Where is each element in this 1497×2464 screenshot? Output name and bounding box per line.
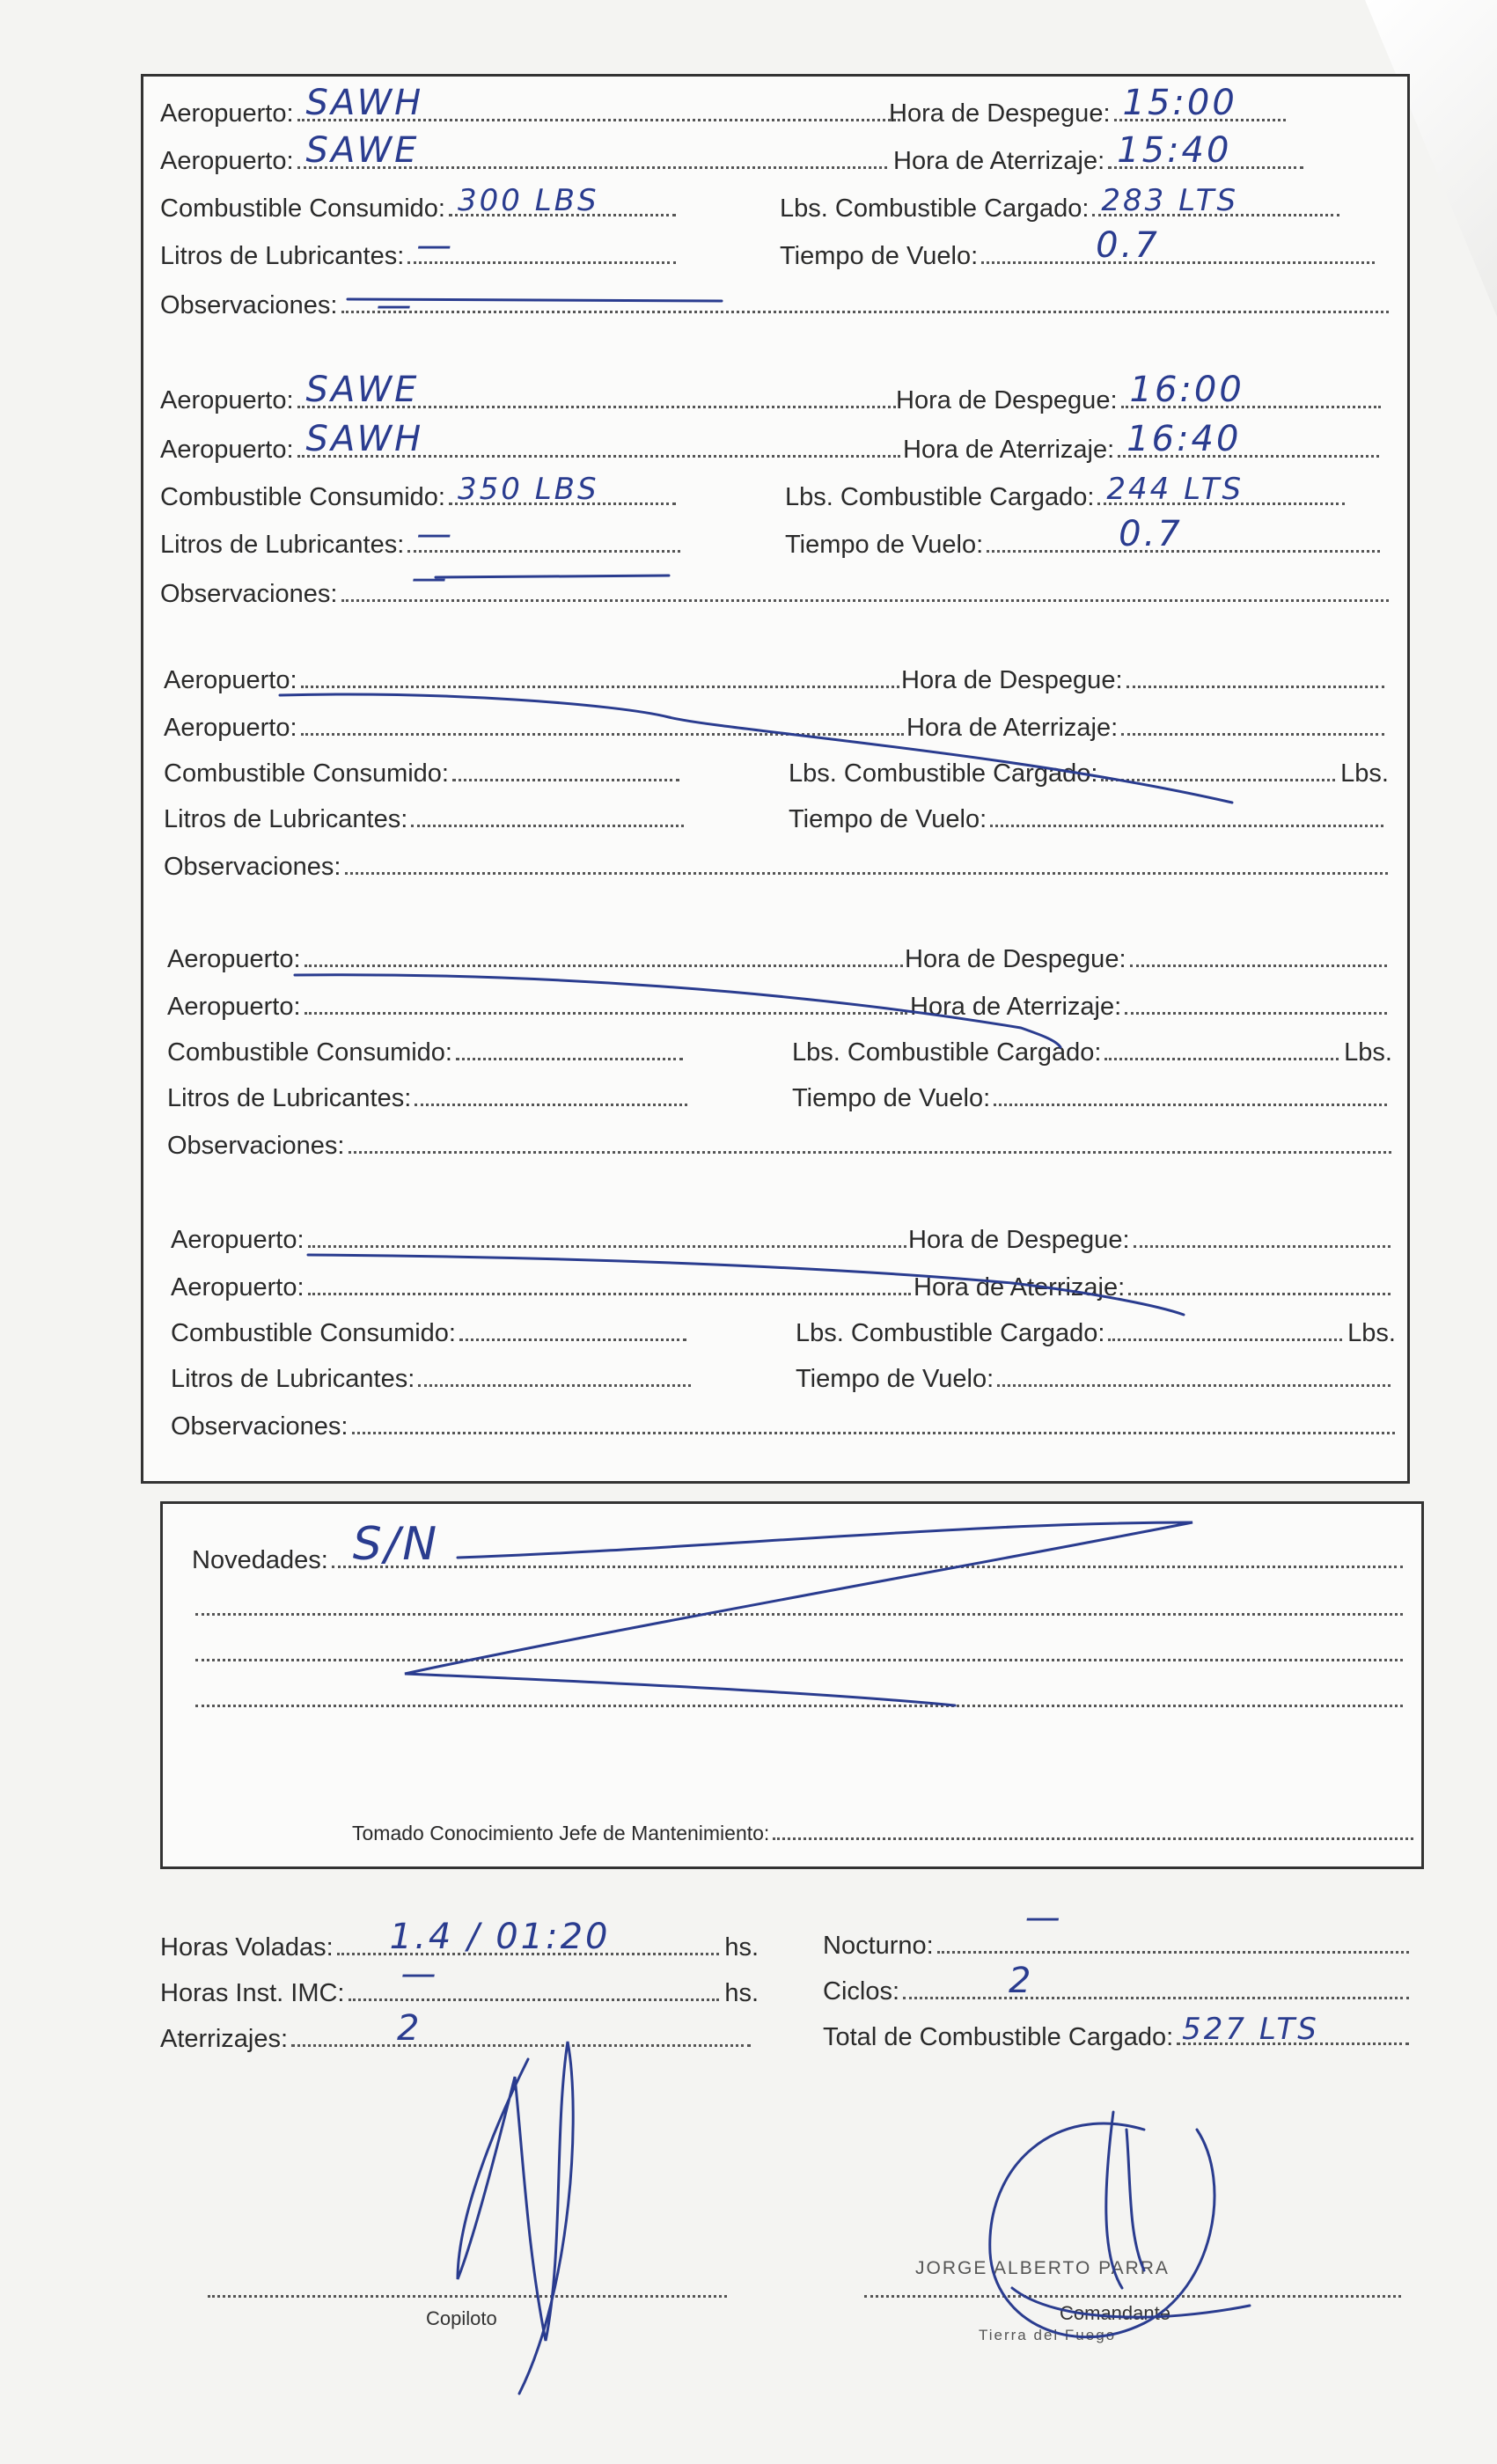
leg-2-observations-row xyxy=(160,558,1392,614)
airport-label: Aeropuerto: xyxy=(171,1273,305,1302)
news-line-3[interactable] xyxy=(192,1639,1406,1674)
airport-label: Aeropuerto: xyxy=(164,666,297,694)
leg-2-from-row xyxy=(160,370,899,421)
lubricants-label: Litros de Lubricantes: xyxy=(167,1084,412,1112)
total-fuel-field[interactable] xyxy=(1177,2012,1409,2047)
fuel-loaded-label: Lbs. Combustible Cargado: xyxy=(780,194,1090,223)
cycles-value: 2 xyxy=(1009,1961,1034,2001)
flight-time-label: Tiempo de Vuelo: xyxy=(792,1084,991,1112)
leg-4-lubricants-field[interactable] xyxy=(415,1083,687,1106)
landings-value: 2 xyxy=(397,2008,422,2049)
leg-2-consumed-row xyxy=(160,472,679,517)
leg-3-flight-time-row xyxy=(789,804,1387,840)
takeoff-label: Hora de Despegue: xyxy=(901,666,1123,694)
leg-4-from-row xyxy=(167,944,906,979)
lubricants-label: Litros de Lubricantes: xyxy=(171,1365,415,1393)
leg-2-observations-field[interactable] xyxy=(341,558,1390,602)
leg-2-loaded-field[interactable] xyxy=(1097,472,1345,507)
leg-5-flight-time-row xyxy=(796,1364,1394,1399)
leg-4-observations-row xyxy=(167,1131,1395,1166)
leg-5-consumed-row xyxy=(171,1318,690,1353)
total-fuel-label: Total de Combustible Cargado: xyxy=(823,2023,1174,2051)
leg-2-loaded-value: 244 LTS xyxy=(1106,472,1244,507)
leg-5-lubricants-field[interactable] xyxy=(418,1364,691,1387)
fuel-consumed-label: Combustible Consumido: xyxy=(160,194,445,223)
fuel-consumed-label: Combustible Consumido: xyxy=(167,1038,452,1067)
leg-5-takeoff-field[interactable] xyxy=(1134,1225,1391,1248)
airport-label: Aeropuerto: xyxy=(160,147,294,175)
leg-1-flight-time-row xyxy=(780,225,1378,276)
leg-4-landing-field[interactable] xyxy=(1125,992,1387,1015)
takeoff-label: Hora de Despegue: xyxy=(905,945,1126,973)
airport-label: Aeropuerto: xyxy=(160,436,294,464)
leg-2-lubricants-value: — xyxy=(416,514,455,554)
leg-2-consumed-value: 350 LBS xyxy=(457,472,599,507)
leg-1-takeoff-field[interactable] xyxy=(1114,83,1287,123)
fuel-loaded-label: Lbs. Combustible Cargado: xyxy=(796,1319,1105,1347)
landing-label: Hora de Aterrizaje: xyxy=(903,436,1115,464)
landing-label: Hora de Aterrizaje: xyxy=(893,147,1105,175)
leg-3-to-row xyxy=(164,713,907,748)
leg-1-lubricants-field[interactable] xyxy=(407,225,676,266)
landing-label: Hora de Aterrizaje: xyxy=(906,714,1119,742)
leg-2-loaded-row xyxy=(785,472,1348,517)
airport-label: Aeropuerto: xyxy=(160,386,294,414)
leg-5-landing-row xyxy=(914,1272,1394,1308)
hours-unit: hs. xyxy=(724,1933,759,1962)
observations-label: Observaciones: xyxy=(164,853,341,881)
landing-label: Hora de Aterrizaje: xyxy=(910,993,1122,1021)
leg-1-from-value: SAWH xyxy=(305,83,424,123)
leg-5-loaded-row xyxy=(796,1318,1396,1353)
landing-label: Hora de Aterrizaje: xyxy=(914,1273,1126,1302)
leg-1-consumed-value: 300 LBS xyxy=(457,183,599,218)
lubricants-label: Litros de Lubricantes: xyxy=(160,242,405,270)
leg-2-flight-time-value: 0.7 xyxy=(1119,514,1183,554)
news-label: Novedades: xyxy=(192,1546,328,1574)
leg-1-loaded-row xyxy=(780,183,1343,229)
leg-2-to-row xyxy=(160,419,904,470)
news-field[interactable] xyxy=(332,1518,1403,1571)
leg-2-flight-time-field[interactable] xyxy=(987,514,1380,554)
leg-1-loaded-value: 283 LTS xyxy=(1101,183,1239,218)
leg-2-landing-value: 16:40 xyxy=(1126,419,1242,459)
leg-5-from-row xyxy=(171,1225,910,1260)
night-value: — xyxy=(1024,1897,1063,1938)
leg-4-loaded-field[interactable] xyxy=(1104,1038,1339,1060)
total-fuel-value: 527 LTS xyxy=(1182,2012,1319,2047)
leg-3-flight-time-field[interactable] xyxy=(990,804,1383,827)
leg-4-consumed-row xyxy=(167,1038,686,1073)
fuel-loaded-label: Lbs. Combustible Cargado: xyxy=(792,1038,1102,1067)
leg-1-flight-time-field[interactable] xyxy=(981,225,1375,266)
leg-3-lubricants-row xyxy=(164,804,687,840)
maintenance-label: Tomado Conocimiento Jefe de Mantenimiento: xyxy=(352,1822,770,1844)
leg-2-landing-field[interactable] xyxy=(1118,419,1379,459)
observations-label: Observaciones: xyxy=(171,1412,349,1441)
leg-3-from-row xyxy=(164,665,903,700)
leg-4-to-field[interactable] xyxy=(305,992,907,1015)
leg-2-lubricants-field[interactable] xyxy=(407,514,680,554)
leg-3-from-field[interactable] xyxy=(301,665,899,688)
takeoff-label: Hora de Despegue: xyxy=(908,1226,1130,1254)
fuel-consumed-label: Combustible Consumido: xyxy=(171,1319,456,1347)
lbs-unit: Lbs. xyxy=(1340,759,1389,788)
imc-label: Horas Inst. IMC: xyxy=(160,1979,345,2007)
copilot-signature xyxy=(458,2042,573,2394)
leg-5-observations-field[interactable] xyxy=(352,1412,1396,1434)
news-line-2[interactable] xyxy=(192,1593,1406,1628)
leg-1-lubricants-value: — xyxy=(416,225,455,266)
observations-label: Observaciones: xyxy=(167,1132,345,1160)
leg-4-takeoff-row xyxy=(905,944,1391,979)
leg-1-consumed-field[interactable] xyxy=(449,183,676,218)
leg-2-consumed-field[interactable] xyxy=(449,472,676,507)
fuel-consumed-label: Combustible Consumido: xyxy=(164,759,449,788)
leg-3-takeoff-field[interactable] xyxy=(1126,665,1385,688)
leg-2-takeoff-value: 16:00 xyxy=(1129,370,1244,410)
observations-label: Observaciones: xyxy=(160,580,338,608)
hours-flown-label: Horas Voladas: xyxy=(160,1933,334,1962)
leg-1-observations-field[interactable] xyxy=(341,285,1390,326)
copilot-label: Copiloto xyxy=(426,2307,497,2329)
leg-2-to-field[interactable] xyxy=(297,419,900,459)
leg-1-observations-value: — xyxy=(376,285,415,326)
airport-label: Aeropuerto: xyxy=(164,714,297,742)
lbs-unit: Lbs. xyxy=(1347,1319,1396,1347)
maintenance-field[interactable] xyxy=(773,1824,1413,1840)
leg-1-takeoff-row xyxy=(889,83,1289,134)
imc-field[interactable] xyxy=(349,1954,720,2001)
landings-field[interactable] xyxy=(291,2008,751,2049)
airport-label: Aeropuerto: xyxy=(167,993,301,1021)
takeoff-label: Hora de Despegue: xyxy=(889,99,1111,128)
leg-1-takeoff-value: 15:00 xyxy=(1122,83,1237,123)
flight-time-label: Tiempo de Vuelo: xyxy=(785,531,984,559)
leg-5-lubricants-row xyxy=(171,1364,694,1399)
leg-1-landing-field[interactable] xyxy=(1108,130,1303,171)
hours-flown-value: 1.4 / 01:20 xyxy=(389,1917,611,1957)
airport-label: Aeropuerto: xyxy=(171,1226,305,1254)
flight-time-label: Tiempo de Vuelo: xyxy=(789,805,987,833)
leg-5-takeoff-row xyxy=(908,1225,1394,1260)
commander-label: Comandante xyxy=(1060,2302,1170,2324)
leg-4-landing-row xyxy=(910,992,1391,1027)
lubricants-label: Litros de Lubricantes: xyxy=(164,805,408,833)
news-row xyxy=(192,1518,1406,1580)
commander-signature-line[interactable] xyxy=(864,2295,1401,2298)
commander-stamp-line: Tierra del Fuego xyxy=(979,2327,1117,2343)
cycles-label: Ciclos: xyxy=(823,1977,900,2006)
leg-5-flight-time-field[interactable] xyxy=(997,1364,1391,1387)
leg-3-landing-field[interactable] xyxy=(1121,713,1384,736)
leg-5-consumed-field[interactable] xyxy=(459,1318,686,1341)
leg-4-to-row xyxy=(167,992,911,1027)
observations-label: Observaciones: xyxy=(160,291,338,319)
leg-1-to-value: SAWE xyxy=(305,130,420,171)
news-line-4[interactable] xyxy=(192,1684,1406,1720)
leg-4-from-field[interactable] xyxy=(305,944,903,967)
leg-4-loaded-row xyxy=(792,1038,1392,1073)
flight-time-label: Tiempo de Vuelo: xyxy=(796,1365,994,1393)
fuel-consumed-label: Combustible Consumido: xyxy=(160,483,445,511)
hours-flown-field[interactable] xyxy=(337,1917,720,1957)
leg-1-landing-row xyxy=(893,130,1307,181)
commander-stamp-name: JORGE ALBERTO PARRA xyxy=(915,2258,1170,2278)
night-label: Nocturno: xyxy=(823,1932,934,1960)
airport-label: Aeropuerto: xyxy=(160,99,294,128)
leg-5-to-field[interactable] xyxy=(308,1272,911,1295)
leg-3-consumed-row xyxy=(164,759,683,794)
leg-1-loaded-field[interactable] xyxy=(1092,183,1339,218)
leg-2-observations-value: — xyxy=(411,558,450,598)
fuel-loaded-label: Lbs. Combustible Cargado: xyxy=(785,483,1095,511)
fuel-loaded-label: Lbs. Combustible Cargado: xyxy=(789,759,1098,788)
leg-5-observations-row xyxy=(171,1412,1398,1447)
lbs-unit: Lbs. xyxy=(1344,1038,1392,1067)
leg-1-from-row xyxy=(160,83,904,134)
imc-row xyxy=(160,1954,759,2013)
takeoff-label: Hora de Despegue: xyxy=(896,386,1118,414)
imc-value: — xyxy=(400,1954,439,1994)
airport-label: Aeropuerto: xyxy=(167,945,301,973)
copilot-signature-line[interactable] xyxy=(208,2295,727,2298)
leg-4-consumed-field[interactable] xyxy=(456,1038,683,1060)
leg-5-landing-field[interactable] xyxy=(1128,1272,1391,1295)
leg-3-loaded-row xyxy=(789,759,1389,794)
leg-1-to-row xyxy=(160,130,891,181)
landings-label: Aterrizajes: xyxy=(160,2025,289,2053)
leg-1-from-field[interactable] xyxy=(297,83,900,123)
leg-3-consumed-field[interactable] xyxy=(452,759,679,781)
leg-4-lubricants-row xyxy=(167,1083,691,1118)
leg-2-to-value: SAWH xyxy=(305,419,424,459)
leg-1-flight-time-value: 0.7 xyxy=(1096,225,1160,266)
flight-time-label: Tiempo de Vuelo: xyxy=(780,242,979,270)
leg-3-takeoff-row xyxy=(901,665,1388,700)
leg-3-loaded-field[interactable] xyxy=(1101,759,1335,781)
leg-3-observations-field[interactable] xyxy=(345,852,1389,875)
leg-3-observations-row xyxy=(164,852,1391,887)
lubricants-label: Litros de Lubricantes: xyxy=(160,531,405,559)
hours-unit: hs. xyxy=(724,1979,759,2007)
leg-5-to-row xyxy=(171,1272,914,1308)
leg-4-takeoff-field[interactable] xyxy=(1130,944,1388,967)
cycles-row xyxy=(823,1961,1413,2012)
leg-2-from-value: SAWE xyxy=(305,370,420,410)
leg-3-lubricants-field[interactable] xyxy=(411,804,684,827)
leg-1-to-field[interactable] xyxy=(297,130,887,171)
leg-3-to-field[interactable] xyxy=(301,713,904,736)
leg-2-takeoff-row xyxy=(896,370,1384,421)
leg-4-flight-time-row xyxy=(792,1083,1391,1118)
leg-3-landing-row xyxy=(906,713,1388,748)
night-row xyxy=(823,1897,1413,1966)
leg-2-takeoff-field[interactable] xyxy=(1121,370,1382,410)
leg-5-from-field[interactable] xyxy=(308,1225,906,1248)
night-field[interactable] xyxy=(937,1897,1409,1954)
leg-5-loaded-field[interactable] xyxy=(1108,1318,1342,1341)
leg-4-flight-time-field[interactable] xyxy=(994,1083,1387,1106)
total-fuel-row xyxy=(823,2012,1413,2057)
hours-flown-row xyxy=(160,1917,759,1968)
landings-row xyxy=(160,2008,754,2059)
leg-2-landing-row xyxy=(903,419,1383,470)
leg-4-observations-field[interactable] xyxy=(349,1131,1392,1154)
leg-2-flight-time-row xyxy=(785,514,1383,565)
leg-1-consumed-row xyxy=(160,183,679,229)
maintenance-row xyxy=(352,1822,1417,1857)
leg-1-observations-row xyxy=(160,285,1392,326)
cycles-field[interactable] xyxy=(903,1961,1409,2001)
leg-2-from-field[interactable] xyxy=(297,370,896,410)
news-value: S/N xyxy=(352,1518,440,1571)
leg-1-lubricants-row xyxy=(160,225,679,276)
leg-1-landing-value: 15:40 xyxy=(1117,130,1232,171)
